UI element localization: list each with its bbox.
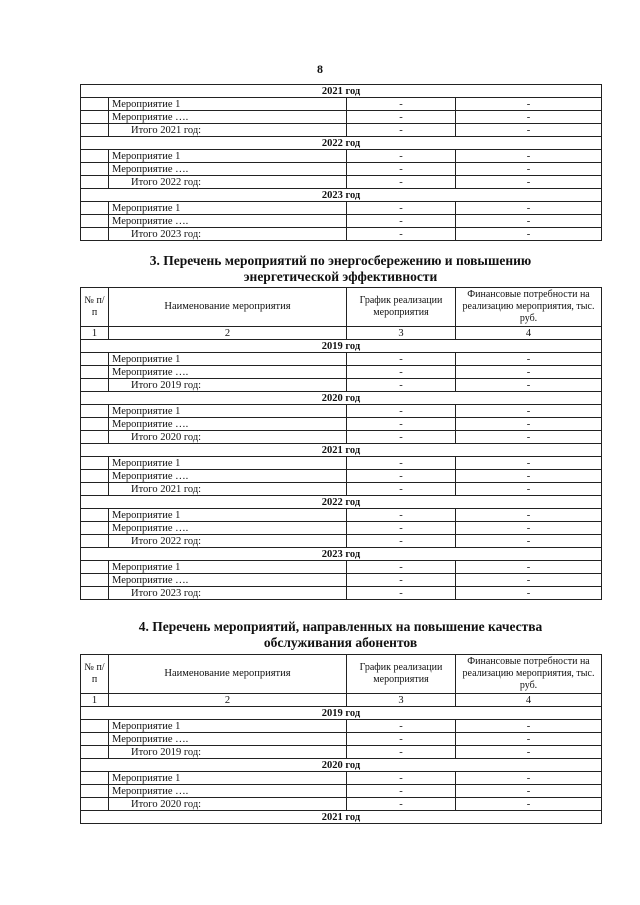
- schedule-cell: -: [347, 98, 456, 111]
- schedule-cell: -: [347, 202, 456, 215]
- event-name: Мероприятие ….: [109, 418, 347, 431]
- section4-title-line2: обслуживания абонентов: [263, 635, 418, 650]
- schedule-cell: -: [347, 574, 456, 587]
- total-label: Итого 2023 год:: [109, 587, 347, 600]
- total-row: [81, 176, 602, 189]
- year-row: [81, 548, 602, 561]
- year-label: 2023 год: [81, 189, 602, 202]
- header-finance: Финансовые потребности на реализацию мероприятия, тыс. руб.: [456, 288, 602, 327]
- total-row: [81, 587, 602, 600]
- total-label: Итого 2019 год:: [109, 379, 347, 392]
- section3-title-line2: энергетической эффективности: [243, 269, 438, 284]
- col-number: 3: [347, 694, 456, 707]
- schedule-cell: -: [347, 353, 456, 366]
- event-name: Мероприятие 1: [109, 509, 347, 522]
- schedule-cell: -: [347, 733, 456, 746]
- year-label: 2021 год: [81, 85, 602, 98]
- header-num: № п/п: [81, 288, 109, 327]
- schedule-cell: -: [347, 483, 456, 496]
- table-row: [81, 418, 602, 431]
- schedule-cell: -: [347, 470, 456, 483]
- schedule-cell: -: [347, 431, 456, 444]
- year-label: 2019 год: [81, 340, 602, 353]
- page-number: 8: [317, 62, 323, 76]
- schedule-cell: -: [347, 772, 456, 785]
- total-row: [81, 124, 602, 137]
- table-row: [81, 98, 602, 111]
- table-row: [81, 772, 602, 785]
- section3-title-line1: 3. Перечень мероприятий по энергосбережению и повышению: [149, 253, 532, 268]
- header-schedule: График реализации мероприятия: [347, 655, 456, 694]
- finance-cell: -: [456, 785, 602, 798]
- year-row: [81, 137, 602, 150]
- col-number: 2: [109, 694, 347, 707]
- table-header-row: [81, 288, 602, 327]
- schedule-cell: -: [347, 418, 456, 431]
- finance-cell: -: [456, 176, 602, 189]
- col-number: 1: [81, 327, 109, 340]
- finance-cell: -: [456, 228, 602, 241]
- finance-cell: -: [456, 379, 602, 392]
- year-label: 2023 год: [81, 548, 602, 561]
- schedule-cell: -: [347, 720, 456, 733]
- table-row: [81, 457, 602, 470]
- column-number-row: [81, 327, 602, 340]
- event-name: Мероприятие ….: [109, 163, 347, 176]
- year-row: [81, 340, 602, 353]
- year-row: [81, 811, 602, 824]
- finance-cell: -: [456, 202, 602, 215]
- finance-cell: -: [456, 535, 602, 548]
- schedule-cell: -: [347, 587, 456, 600]
- header-schedule: График реализации мероприятия: [347, 288, 456, 327]
- total-row: [81, 746, 602, 759]
- schedule-cell: -: [347, 111, 456, 124]
- schedule-cell: -: [347, 366, 456, 379]
- total-label: Итого 2021 год:: [109, 124, 347, 137]
- col-number: 2: [109, 327, 347, 340]
- section3-table: [80, 287, 602, 600]
- total-row: [81, 431, 602, 444]
- total-label: Итого 2023 год:: [109, 228, 347, 241]
- finance-cell: -: [456, 163, 602, 176]
- year-row: [81, 759, 602, 772]
- schedule-cell: -: [347, 535, 456, 548]
- finance-cell: -: [456, 98, 602, 111]
- header-name: Наименование мероприятия: [109, 655, 347, 694]
- table-row: [81, 733, 602, 746]
- section4-title-line1: 4. Перечень мероприятий, направленных на повышение качества: [138, 619, 543, 634]
- year-label: 2021 год: [81, 444, 602, 457]
- table-row: [81, 522, 602, 535]
- table-header-row: [81, 655, 602, 694]
- total-row: [81, 379, 602, 392]
- table-row: [81, 574, 602, 587]
- event-name: Мероприятие ….: [109, 470, 347, 483]
- year-row: [81, 496, 602, 509]
- finance-cell: -: [456, 733, 602, 746]
- year-label: 2020 год: [81, 759, 602, 772]
- event-name: Мероприятие ….: [109, 366, 347, 379]
- table-row: [81, 509, 602, 522]
- event-name: Мероприятие 1: [109, 353, 347, 366]
- schedule-cell: -: [347, 176, 456, 189]
- year-row: [81, 189, 602, 202]
- finance-cell: -: [456, 772, 602, 785]
- section3-title: [80, 253, 601, 285]
- schedule-cell: -: [347, 522, 456, 535]
- top-block: [81, 85, 602, 241]
- table-row: [81, 111, 602, 124]
- year-label: 2021 год: [81, 811, 602, 824]
- table-row: [81, 163, 602, 176]
- finance-cell: -: [456, 522, 602, 535]
- event-name: Мероприятие 1: [109, 150, 347, 163]
- event-name: Мероприятие ….: [109, 111, 347, 124]
- event-name: Мероприятие 1: [109, 405, 347, 418]
- table-row: [81, 215, 602, 228]
- year-row: [81, 444, 602, 457]
- finance-cell: -: [456, 457, 602, 470]
- schedule-cell: -: [347, 124, 456, 137]
- finance-cell: -: [456, 509, 602, 522]
- finance-cell: -: [456, 574, 602, 587]
- year-row: [81, 707, 602, 720]
- event-name: Мероприятие 1: [109, 720, 347, 733]
- finance-cell: -: [456, 431, 602, 444]
- finance-cell: -: [456, 720, 602, 733]
- table-row: [81, 366, 602, 379]
- total-row: [81, 228, 602, 241]
- header-num: № п/п: [81, 655, 109, 694]
- section4-title: [80, 619, 601, 651]
- event-name: Мероприятие ….: [109, 215, 347, 228]
- col-number: 3: [347, 327, 456, 340]
- year-label: 2019 год: [81, 707, 602, 720]
- table-row: [81, 405, 602, 418]
- table-row: [81, 720, 602, 733]
- event-name: Мероприятие 1: [109, 202, 347, 215]
- total-row: [81, 483, 602, 496]
- schedule-cell: -: [347, 163, 456, 176]
- finance-cell: -: [456, 470, 602, 483]
- finance-cell: -: [456, 746, 602, 759]
- column-number-row: [81, 694, 602, 707]
- finance-cell: -: [456, 215, 602, 228]
- total-label: Итого 2020 год:: [109, 798, 347, 811]
- schedule-cell: -: [347, 746, 456, 759]
- table-row: [81, 785, 602, 798]
- continuation-table: [80, 84, 602, 241]
- year-row: [81, 392, 602, 405]
- table-row: [81, 353, 602, 366]
- schedule-cell: -: [347, 561, 456, 574]
- schedule-cell: -: [347, 405, 456, 418]
- total-label: Итого 2022 год:: [109, 176, 347, 189]
- event-name: Мероприятие ….: [109, 785, 347, 798]
- total-label: Итого 2021 год:: [109, 483, 347, 496]
- year-label: 2020 год: [81, 392, 602, 405]
- total-label: Итого 2020 год:: [109, 431, 347, 444]
- schedule-cell: -: [347, 785, 456, 798]
- col-number: 4: [456, 694, 602, 707]
- schedule-cell: -: [347, 379, 456, 392]
- schedule-cell: -: [347, 228, 456, 241]
- total-label: Итого 2019 год:: [109, 746, 347, 759]
- header-finance: Финансовые потребности на реализацию мероприятия, тыс. руб.: [456, 655, 602, 694]
- schedule-cell: -: [347, 150, 456, 163]
- finance-cell: -: [456, 405, 602, 418]
- year-label: 2022 год: [81, 496, 602, 509]
- table-row: [81, 561, 602, 574]
- table-row: [81, 202, 602, 215]
- finance-cell: -: [456, 483, 602, 496]
- event-name: Мероприятие 1: [109, 457, 347, 470]
- header-name: Наименование мероприятия: [109, 288, 347, 327]
- section4-table: [80, 654, 602, 824]
- finance-cell: -: [456, 111, 602, 124]
- finance-cell: -: [456, 561, 602, 574]
- event-name: Мероприятие 1: [109, 98, 347, 111]
- total-label: Итого 2022 год:: [109, 535, 347, 548]
- finance-cell: -: [456, 587, 602, 600]
- total-row: [81, 535, 602, 548]
- event-name: Мероприятие ….: [109, 522, 347, 535]
- event-name: Мероприятие 1: [109, 561, 347, 574]
- table-row: [81, 150, 602, 163]
- finance-cell: -: [456, 124, 602, 137]
- schedule-cell: -: [347, 798, 456, 811]
- schedule-cell: -: [347, 215, 456, 228]
- finance-cell: -: [456, 353, 602, 366]
- finance-cell: -: [456, 150, 602, 163]
- finance-cell: -: [456, 798, 602, 811]
- col-number: 4: [456, 327, 602, 340]
- year-label: 2022 год: [81, 137, 602, 150]
- total-row: [81, 798, 602, 811]
- table-row: [81, 470, 602, 483]
- finance-cell: -: [456, 418, 602, 431]
- event-name: Мероприятие ….: [109, 574, 347, 587]
- event-name: Мероприятие 1: [109, 772, 347, 785]
- year-row: [81, 85, 602, 98]
- col-number: 1: [81, 694, 109, 707]
- event-name: Мероприятие ….: [109, 733, 347, 746]
- schedule-cell: -: [347, 509, 456, 522]
- finance-cell: -: [456, 366, 602, 379]
- schedule-cell: -: [347, 457, 456, 470]
